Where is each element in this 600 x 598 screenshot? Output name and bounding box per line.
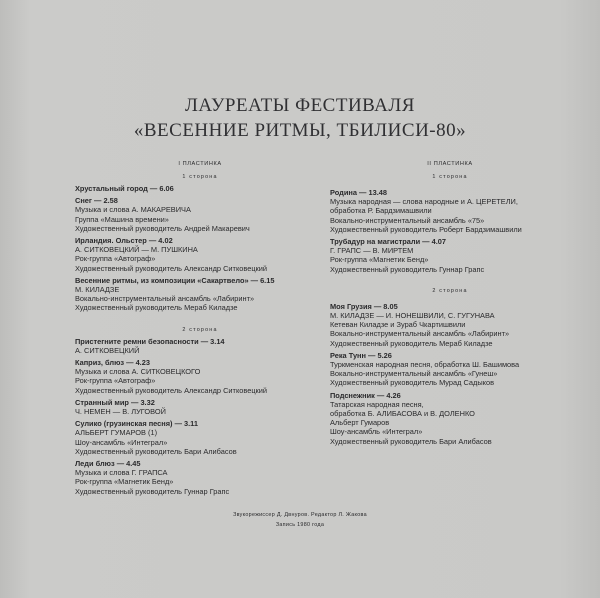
track-credit-line: М. КИЛАДЗЕ	[75, 285, 120, 295]
track-title: Сулико (грузинская песня) — 3.11	[75, 419, 198, 429]
track-entry	[75, 358, 325, 395]
record-2-side-2-label: 2 сторона	[432, 287, 468, 294]
title-line-1: ЛАУРЕАТЫ ФЕСТИВАЛЯ	[185, 95, 415, 116]
track-credit-line: обработка Б. АЛИБАСОВА и В. ДОЛЕНКО	[330, 409, 475, 419]
track-entry	[75, 398, 325, 416]
record-2-side-2-tracks	[330, 302, 570, 446]
track-entry	[330, 391, 570, 446]
track-credit-line: Группа «Машина времени»	[75, 214, 169, 224]
track-credit-line: Вокально-инструментальный ансамбль «75»	[330, 215, 485, 225]
track-entry	[330, 351, 570, 388]
track-credit-line: Ч. НЕМЕН — В. ЛУГОВОЙ	[75, 407, 166, 417]
record-1-side-2-label: 2 сторона	[182, 326, 218, 333]
track-credit-line: А. СИТКОВЕЦКИЙ — М. ПУШКИНА	[75, 245, 198, 255]
track-entry	[75, 419, 325, 456]
track-entry	[75, 337, 325, 355]
track-entry	[75, 196, 325, 233]
track-credit-line: Вокально-инструментальный ансамбль «Лабиринт»	[75, 294, 255, 304]
track-credit-line: Художественный руководитель Гуннар Грапс	[75, 486, 230, 496]
track-title: Трубадур на магистрали — 4.07	[330, 237, 447, 247]
track-entry	[330, 237, 570, 274]
record-1-column	[75, 160, 325, 499]
track-title: Родина — 13.48	[330, 188, 387, 197]
track-entry	[330, 302, 570, 348]
track-credit-line: Художественный руководитель Роберт Бардзимашвили	[330, 224, 522, 234]
track-title: Леди блюз — 4.45	[75, 459, 141, 469]
track-title: Весенние ритмы, из композиции «Сакартвело» — 6.15	[75, 275, 275, 285]
record-1-side-2-tracks	[75, 337, 325, 496]
track-credit-line: Художественный руководитель Гуннар Грапс	[330, 264, 485, 274]
record-2-header: II ПЛАСТИНКА	[427, 161, 473, 167]
track-credit-line: Рок-группа «Автограф»	[75, 376, 156, 386]
track-title: Моя Грузия — 8.05	[330, 301, 398, 311]
track-credit-line: Музыка и слова А. СИТКОВЕЦКОГО	[75, 367, 201, 377]
track-title: Хрустальный город — 6.06	[75, 184, 174, 193]
record-2-column	[330, 160, 570, 449]
track-credit-line: Музыка народная — слова народные и А. ЦЕРЕТЕЛИ,	[330, 197, 518, 207]
track-credit-line: Рок-группа «Автограф»	[75, 254, 156, 264]
record-2-side-1-label: 1 сторона	[432, 174, 468, 180]
track-credit-line: Татарская народная песня,	[330, 399, 424, 409]
track-credit-line: Художественный руководитель Александр Ситковецкий	[75, 385, 268, 395]
record-1-side-1-label: 1 сторона	[182, 174, 218, 180]
track-credit-line: Г. ГРАПС — В. МИРТЕМ	[330, 246, 414, 256]
track-title: Подснежник — 4.26	[330, 390, 401, 400]
track-credit-line: Музыка и слова А. МАКАРЕВИЧА	[75, 205, 191, 215]
track-title: Странный мир — 3.32	[75, 397, 155, 407]
track-credit-line: Рок-группа «Магнетик Бенд»	[75, 477, 174, 487]
track-credit-line: А. СИТКОВЕЦКИЙ	[75, 345, 140, 355]
production-credits	[0, 510, 600, 530]
track-title: Ирландия. Ольстер — 4.02	[75, 236, 173, 246]
track-credit-line: М. КИЛАДЗЕ — И. НОНЕШВИЛИ, С. ГУГУНАВА	[330, 311, 495, 321]
track-credit-line: Туркменская народная песня, обработка Ш. Башимова	[330, 360, 520, 370]
track-entry	[75, 459, 325, 496]
track-entry	[75, 184, 325, 193]
track-credit-line: Шоу-ансамбль «Интеграл»	[330, 427, 423, 437]
title-line-2: «ВЕСЕННИЕ РИТМЫ, ТБИЛИСИ-80»	[133, 120, 467, 141]
track-credit-line: Художественный руководитель Андрей Макаревич	[75, 223, 250, 233]
track-title: Пристегните ремни безопасности — 3.14	[75, 336, 225, 346]
track-credit-line: Шоу-ансамбль «Интеграл»	[75, 437, 168, 447]
record-1-side-1-tracks	[75, 184, 325, 313]
track-credit-line: Кетеван Киладзе и Зураб Чкартишвили	[330, 320, 466, 330]
track-entry	[75, 276, 325, 313]
track-credit-line: Альберт Гумаров	[330, 418, 390, 428]
track-credit-line: Художественный руководитель Бари Алибасов	[75, 446, 237, 456]
record-1-header: I ПЛАСТИНКА	[178, 161, 222, 167]
track-credit-line: Художественный руководитель Мурад Садыков	[330, 378, 495, 388]
track-credit-line: Вокально-инструментальный ансамбль «Гунеш»	[330, 369, 498, 379]
track-credit-line: Рок-группа «Магнетик Бенд»	[330, 255, 429, 265]
track-credit-line: Художественный руководитель Александр Ситковецкий	[75, 263, 268, 273]
credits-line-2: Запись 1980 года	[275, 522, 325, 528]
track-title: Каприз, блюз — 4.23	[75, 358, 150, 368]
track-credit-line: Художественный руководитель Мераб Киладзе	[330, 338, 493, 348]
track-credit-line: АЛЬБЕРТ ГУМАРОВ (1)	[75, 428, 158, 438]
track-title: Снег — 2.58	[75, 196, 118, 206]
credits-line-1: Звукорежиссер Д. Двнуров. Редактор Л. Жакова	[233, 512, 367, 518]
track-title: Река Тунн — 5.26	[330, 350, 392, 360]
track-credit-line: Художественный руководитель Мераб Киладзе	[75, 303, 238, 313]
track-credit-line: Вокально-инструментальный ансамбль «Лабиринт»	[330, 329, 510, 339]
track-credit-line: Художественный руководитель Бари Алибасов	[330, 436, 492, 446]
track-credit-line: обработка Р. Бардзимашвили	[330, 206, 432, 216]
track-entry	[330, 188, 570, 234]
track-entry	[75, 236, 325, 273]
record-2-side-1-tracks	[330, 188, 570, 274]
track-credit-line: Музыка и слова Г. ГРАПСА	[75, 468, 168, 478]
